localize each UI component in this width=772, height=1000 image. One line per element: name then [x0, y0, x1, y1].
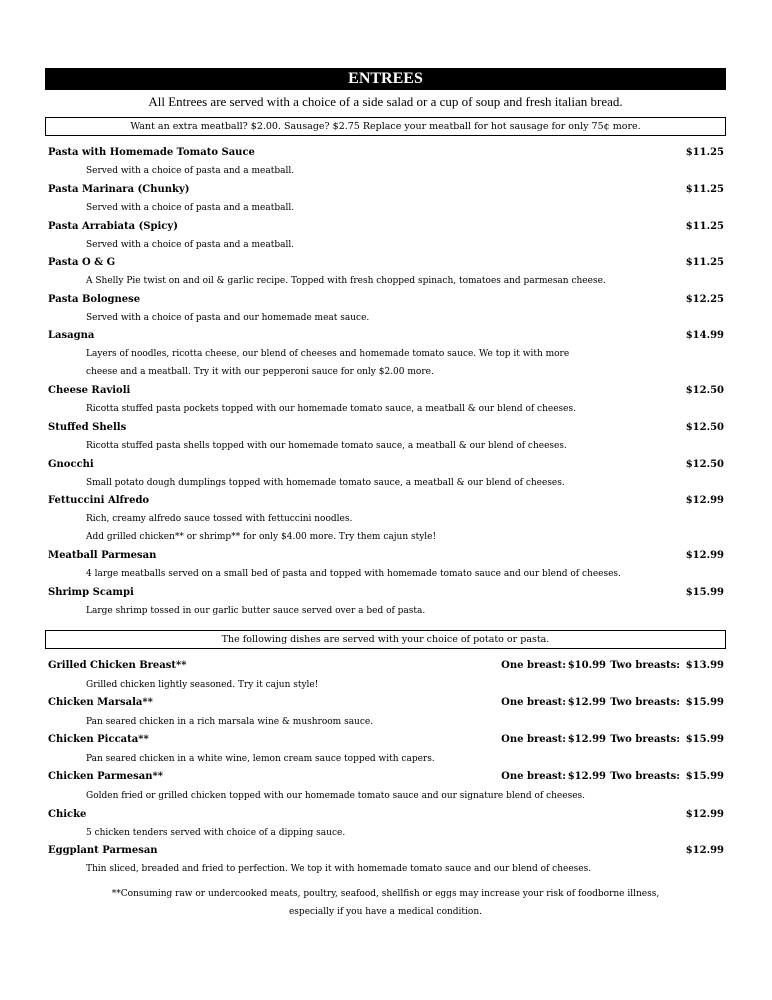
- two-breasts-label: Two breasts:: [610, 771, 680, 782]
- menu-item-description: Ricotta stuffed pasta pockets topped with our homemade tomato sauce, a meatball & our blend of cheeses.: [86, 404, 576, 414]
- menu-item: [48, 843, 724, 859]
- potato-pasta-note: The following dishes are served with your choice of potato or pasta.: [45, 630, 726, 649]
- menu-item: [48, 255, 724, 271]
- menu-item-description: Served with a choice of pasta and a meatball.: [86, 203, 295, 213]
- menu-item-description: Served with a choice of pasta and a meatball.: [86, 166, 295, 176]
- menu-item: [48, 807, 724, 823]
- health-warning-line1: **Consuming raw or undercooked meats, poultry, seafood, shellfish or eggs may increase your risk of foodborne illness,: [111, 889, 660, 899]
- menu-item-description: Rich, creamy alfredo sauce tossed with fettuccini noodles.: [86, 514, 353, 524]
- menu-item-description: Served with a choice of pasta and a meatball.: [86, 240, 295, 250]
- menu-item-price: $12.25: [685, 294, 724, 305]
- menu-item: [48, 420, 724, 436]
- menu-item-name: Eggplant Parmesan: [48, 845, 158, 856]
- two-breasts-price: $15.99: [685, 771, 724, 782]
- menu-item: [48, 493, 724, 509]
- menu-item-name: Pasta with Homemade Tomato Sauce: [48, 147, 255, 158]
- menu-item: [48, 769, 724, 785]
- menu-item-name: Chicken Marsala**: [48, 697, 153, 708]
- section-title: ENTREES: [45, 68, 726, 90]
- menu-item: [48, 548, 724, 564]
- menu-item-price: $11.25: [685, 184, 724, 195]
- two-breasts-label: Two breasts:: [610, 660, 680, 671]
- menu-item-description: Ricotta stuffed pasta shells topped with our homemade tomato sauce, a meatball & our blend of cheeses.: [86, 441, 567, 451]
- menu-item-price: $15.99: [685, 587, 724, 598]
- menu-item-name: Grilled Chicken Breast**: [48, 660, 187, 671]
- menu-item-description: Thin sliced, breaded and fried to perfection. We top it with homemade tomato sauce and our blend of cheeses.: [86, 864, 592, 874]
- menu-item-name: Fettuccini Alfredo: [48, 495, 150, 506]
- menu-item-price: $12.50: [685, 385, 724, 396]
- one-breast-label: One breast:: [501, 771, 566, 782]
- menu-item-price: $11.25: [685, 257, 724, 268]
- menu-item-description: Golden fried or grilled chicken topped with our homemade tomato sauce and our signature blend of cheeses.: [86, 791, 586, 801]
- menu-item-name: Gnocchi: [48, 459, 94, 470]
- menu-item-name: Pasta Marinara (Chunky): [48, 184, 190, 195]
- one-breast-label: One breast:: [501, 734, 566, 745]
- menu-item-price: $14.99: [685, 330, 724, 341]
- one-breast-price: $10.99: [567, 660, 606, 671]
- one-breast-price: $12.99: [567, 734, 606, 745]
- menu-item-description: 5 chicken tenders served with choice of a dipping sauce.: [86, 828, 346, 838]
- menu-item-description: Grilled chicken lightly seasoned. Try it cajun style!: [86, 680, 319, 690]
- menu-item-description: Large shrimp tossed in our garlic butter sauce served over a bed of pasta.: [86, 606, 426, 616]
- two-breasts-price: $15.99: [685, 697, 724, 708]
- menu-item: [48, 292, 724, 308]
- menu-item-name: Meatball Parmesan: [48, 550, 157, 561]
- menu-item-price: $12.99: [685, 495, 724, 506]
- menu-item-description: Pan seared chicken in a white wine, lemon cream sauce topped with capers.: [86, 754, 435, 764]
- section-subtitle: All Entrees are served with a choice of a side salad or a cup of soup and fresh italian bread.: [148, 94, 623, 109]
- menu-item-price: $11.25: [685, 221, 724, 232]
- two-breasts-price: $13.99: [685, 660, 724, 671]
- meatball-note: Want an extra meatball? $2.00. Sausage? $2.75 Replace your meatball for hot sausage for only 75¢ more.: [45, 117, 726, 136]
- menu-item: [48, 585, 724, 601]
- menu-item: [48, 219, 724, 235]
- menu-item-price: $11.25: [685, 147, 724, 158]
- menu-item: [48, 457, 724, 473]
- menu-item-name: Stuffed Shells: [48, 422, 127, 433]
- menu-item: [48, 732, 724, 748]
- one-breast-price: $12.99: [567, 771, 606, 782]
- menu-item-price: $12.50: [685, 422, 724, 433]
- menu-item-description: Layers of noodles, ricotta cheese, our blend of cheeses and homemade tomato sauce. We top it with more: [86, 349, 570, 359]
- two-breasts-label: Two breasts:: [610, 734, 680, 745]
- menu-item-name: Shrimp Scampi: [48, 587, 134, 598]
- menu-item: [48, 182, 724, 198]
- menu-item-name: Chicken Piccata**: [48, 734, 149, 745]
- menu-item-description: A Shelly Pie twist on and oil & garlic recipe. Topped with fresh chopped spinach, tomatoes and parmesan cheese.: [86, 276, 606, 286]
- menu-item-description: Pan seared chicken in a rich marsala wine & mushroom sauce.: [86, 717, 374, 727]
- menu-item-name: Lasagna: [48, 330, 95, 341]
- menu-item-description: Add grilled chicken** or shrimp** for only $4.00 more. Try them cajun style!: [86, 532, 437, 542]
- one-breast-label: One breast:: [501, 697, 566, 708]
- two-breasts-price: $15.99: [685, 734, 724, 745]
- menu-item: [48, 695, 724, 711]
- menu-item-name: Pasta Bolognese: [48, 294, 141, 305]
- menu-item-price: $12.99: [685, 550, 724, 561]
- menu-item: [48, 658, 724, 674]
- menu-item-description: 4 large meatballs served on a small bed of pasta and topped with homemade tomato sauce and our blend of cheeses.: [86, 569, 621, 579]
- menu-item-description: Served with a choice of pasta and our homemade meat sauce.: [86, 313, 370, 323]
- menu-item-price: $12.50: [685, 459, 724, 470]
- menu-item-name: Pasta O & G: [48, 257, 116, 268]
- menu-item-price: $12.99: [685, 809, 724, 820]
- menu-item-name: Chicken Parmesan**: [48, 771, 163, 782]
- two-breasts-label: Two breasts:: [610, 697, 680, 708]
- health-warning-line2: especially if you have a medical condition.: [288, 907, 483, 917]
- menu-item-name: Pasta Arrabiata (Spicy): [48, 221, 178, 232]
- menu-item-description: cheese and a meatball. Try it with our pepperoni sauce for only $2.00 more.: [86, 367, 434, 377]
- menu-item: [48, 383, 724, 399]
- menu-item-name: Chicke: [48, 809, 87, 820]
- menu-item: [48, 145, 724, 161]
- one-breast-price: $12.99: [567, 697, 606, 708]
- menu-item-price: $12.99: [685, 845, 724, 856]
- menu-item-name: Cheese Ravioli: [48, 385, 131, 396]
- menu-item: [48, 328, 724, 344]
- menu-item-description: Small potato dough dumplings topped with homemade tomato sauce, a meatball & our blend of cheeses.: [86, 478, 565, 488]
- one-breast-label: One breast:: [501, 660, 566, 671]
